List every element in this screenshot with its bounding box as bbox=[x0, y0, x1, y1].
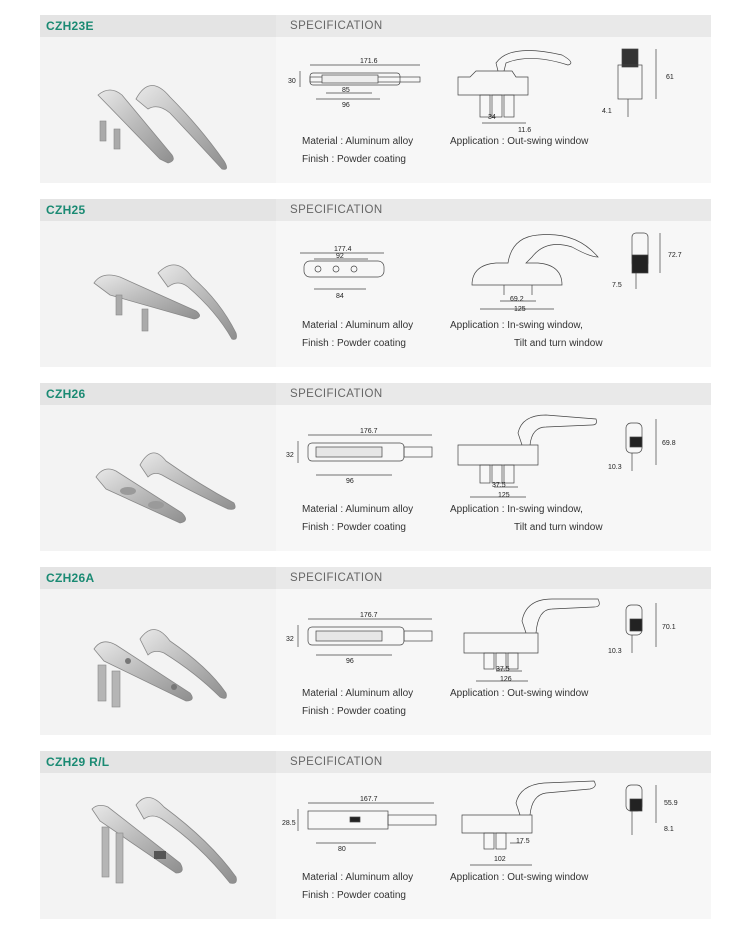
dimension-label: 171.6 bbox=[360, 58, 378, 65]
application-text-line2: Tilt and turn window bbox=[514, 338, 603, 349]
dimension-label: 85 bbox=[342, 87, 350, 94]
dimension-label: 84 bbox=[336, 293, 344, 300]
model-code: CZH26 bbox=[40, 383, 276, 405]
application-text: Application : Out-swing window bbox=[450, 136, 589, 147]
product-card bbox=[40, 567, 711, 735]
technical-drawings bbox=[276, 405, 711, 505]
dimension-label: 69.2 bbox=[510, 296, 524, 303]
dimension-label: 126 bbox=[500, 676, 512, 683]
top-view-drawing bbox=[298, 803, 436, 843]
product-photo bbox=[40, 37, 276, 183]
application-text: Application : Out-swing window bbox=[450, 688, 589, 699]
dimension-label: 11.6 bbox=[518, 127, 532, 134]
handle-photo-icon bbox=[40, 221, 276, 367]
dimension-label: 92 bbox=[336, 253, 344, 260]
dimension-label: 28.5 bbox=[282, 820, 296, 827]
top-view-drawing bbox=[300, 65, 420, 99]
technical-drawings bbox=[276, 221, 711, 321]
material-text: Material : Aluminum alloy bbox=[302, 688, 414, 699]
model-code: CZH23E bbox=[40, 15, 276, 37]
product-photo bbox=[40, 589, 276, 735]
material-text: Material : Aluminum alloy bbox=[302, 872, 414, 883]
spec-title: SPECIFICATION bbox=[290, 388, 383, 400]
dimension-label: 7.5 bbox=[612, 282, 622, 289]
dimension-label: 176.7 bbox=[360, 428, 378, 435]
dimension-label: 37.5 bbox=[496, 666, 510, 673]
spec-panel bbox=[276, 221, 711, 367]
end-view-drawing bbox=[626, 785, 656, 835]
product-card bbox=[40, 383, 711, 551]
handle-photo-icon bbox=[40, 589, 276, 735]
finish-text: Finish : Powder coating bbox=[302, 338, 406, 349]
material-text: Material : Aluminum alloy bbox=[302, 504, 414, 515]
side-view-drawing bbox=[458, 51, 571, 124]
side-view-drawing bbox=[462, 781, 595, 865]
dimension-label: 102 bbox=[494, 856, 506, 863]
dimension-label: 8.1 bbox=[664, 826, 674, 833]
dimension-label: 4.1 bbox=[602, 108, 612, 115]
dimension-label: 34 bbox=[488, 114, 496, 121]
dimension-label: 96 bbox=[346, 658, 354, 665]
application-text: Application : Out-swing window bbox=[450, 872, 589, 883]
model-code: CZH26A bbox=[40, 567, 276, 589]
dimension-label: 10.3 bbox=[608, 648, 622, 655]
spec-title: SPECIFICATION bbox=[290, 20, 383, 32]
product-card bbox=[40, 199, 711, 367]
dimension-label: 96 bbox=[342, 102, 350, 109]
top-view-drawing bbox=[298, 619, 432, 655]
dimension-label: 32 bbox=[286, 636, 294, 643]
handle-photo-icon bbox=[40, 405, 276, 551]
dimension-label: 32 bbox=[286, 452, 294, 459]
end-view-drawing bbox=[626, 419, 656, 471]
dimension-label: 70.1 bbox=[662, 624, 676, 631]
end-view-drawing bbox=[632, 233, 660, 289]
application-text-line2: Tilt and turn window bbox=[514, 522, 603, 533]
dimension-label: 17.5 bbox=[516, 838, 530, 845]
side-view-drawing bbox=[472, 234, 598, 309]
dimension-label: 72.7 bbox=[668, 252, 682, 259]
handle-photo-icon bbox=[40, 37, 276, 183]
model-code: CZH25 bbox=[40, 199, 276, 221]
product-photo bbox=[40, 773, 276, 919]
product-photo bbox=[40, 405, 276, 551]
finish-text: Finish : Powder coating bbox=[302, 154, 406, 165]
technical-drawings bbox=[276, 37, 711, 137]
technical-drawings bbox=[276, 589, 711, 689]
material-text: Material : Aluminum alloy bbox=[302, 136, 414, 147]
spec-title: SPECIFICATION bbox=[290, 572, 383, 584]
finish-text: Finish : Powder coating bbox=[302, 522, 406, 533]
application-text: Application : In-swing window, bbox=[450, 320, 583, 331]
dimension-label: 125 bbox=[514, 306, 526, 313]
finish-text: Finish : Powder coating bbox=[302, 890, 406, 901]
end-view-drawing bbox=[626, 603, 656, 653]
dimension-label: 69.8 bbox=[662, 440, 676, 447]
dimension-label: 55.9 bbox=[664, 800, 678, 807]
dimension-label: 177.4 bbox=[334, 246, 352, 253]
dimension-label: 80 bbox=[338, 846, 346, 853]
model-code: CZH29 R/L bbox=[40, 751, 276, 773]
spec-panel bbox=[276, 405, 711, 551]
spec-panel bbox=[276, 589, 711, 735]
dimension-label: 37.5 bbox=[492, 482, 506, 489]
side-view-drawing bbox=[464, 599, 599, 681]
application-text: Application : In-swing window, bbox=[450, 504, 583, 515]
dimension-label: 125 bbox=[498, 492, 510, 499]
dimension-label: 61 bbox=[666, 74, 674, 81]
product-photo bbox=[40, 221, 276, 367]
spec-title: SPECIFICATION bbox=[290, 204, 383, 216]
side-view-drawing bbox=[458, 415, 597, 497]
technical-drawings bbox=[276, 773, 711, 873]
product-card bbox=[40, 15, 711, 183]
end-view-drawing bbox=[618, 49, 656, 117]
spec-panel bbox=[276, 37, 711, 183]
dimension-label: 167.7 bbox=[360, 796, 378, 803]
product-card bbox=[40, 751, 711, 919]
dimension-label: 10.3 bbox=[608, 464, 622, 471]
top-view-drawing bbox=[298, 435, 432, 475]
dimension-label: 30 bbox=[288, 78, 296, 85]
handle-photo-icon bbox=[40, 773, 276, 919]
material-text: Material : Aluminum alloy bbox=[302, 320, 414, 331]
spec-title: SPECIFICATION bbox=[290, 756, 383, 768]
spec-panel bbox=[276, 773, 711, 919]
finish-text: Finish : Powder coating bbox=[302, 706, 406, 717]
dimension-label: 96 bbox=[346, 478, 354, 485]
dimension-label: 176.7 bbox=[360, 612, 378, 619]
